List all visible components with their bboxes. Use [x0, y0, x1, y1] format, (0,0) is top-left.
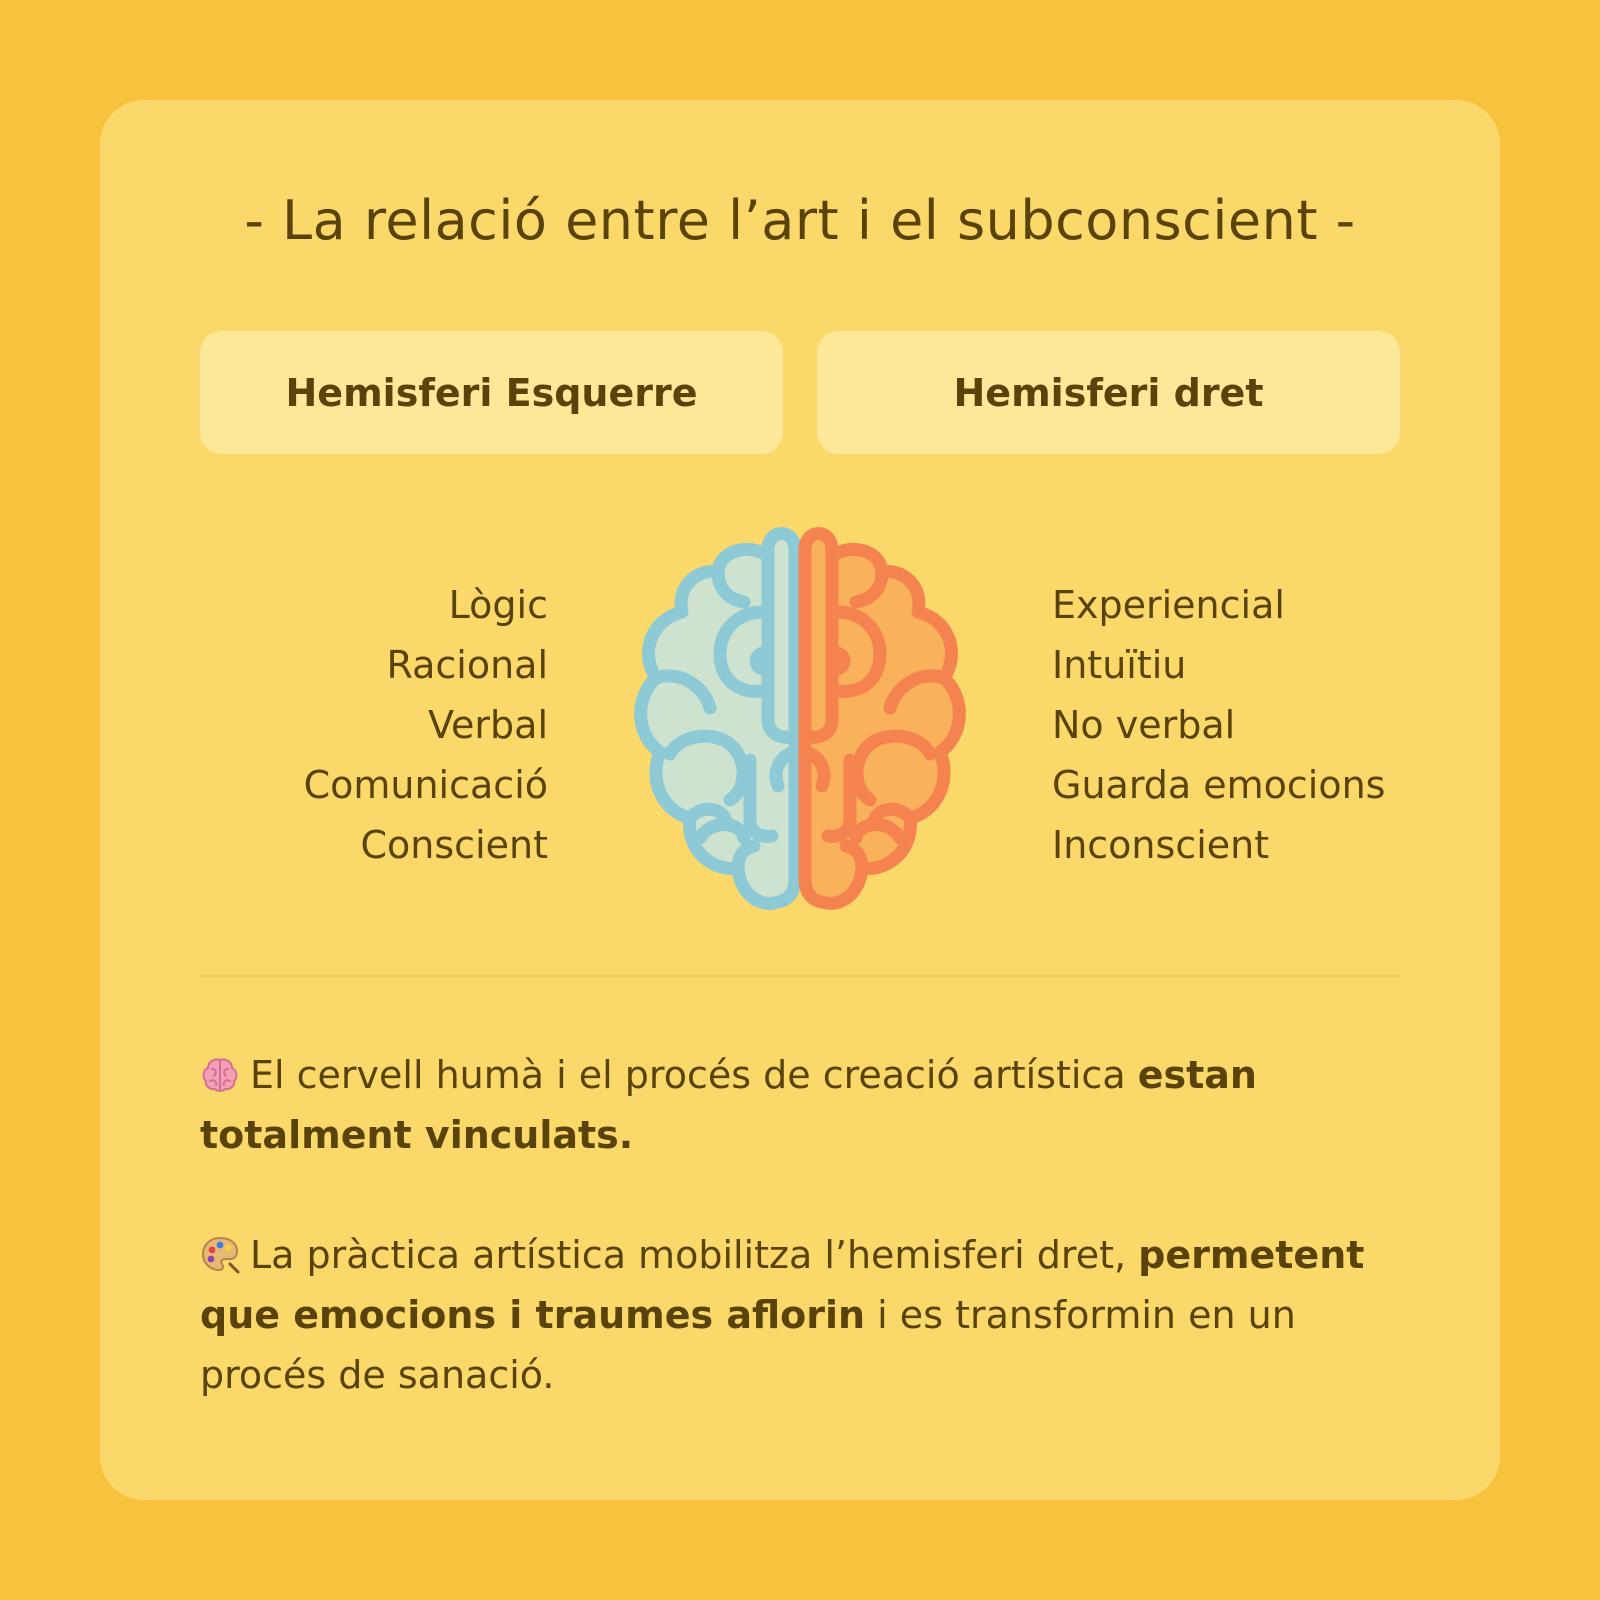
paragraph-2-bold: permetent que emocions i traumes aflorin — [200, 1233, 1365, 1337]
left-trait: Verbal — [427, 703, 548, 747]
page-title: - La relació entre l’art i el subconscient - — [244, 189, 1356, 252]
paragraph-brain-art — [200, 1045, 1415, 1165]
right-trait: Inconscient — [1052, 823, 1270, 867]
left-hemisphere-traits — [304, 575, 548, 875]
paragraph-1-bold: estan totalment vinculats. — [200, 1053, 1257, 1157]
left-hemisphere-heading: Hemisferi Esquerre — [200, 331, 783, 454]
divider — [200, 975, 1401, 977]
left-trait: Lògic — [448, 583, 548, 627]
brain-left-hemisphere — [641, 534, 795, 904]
left-trait: Racional — [386, 643, 548, 687]
palette-emoji-icon — [200, 1234, 240, 1274]
right-trait: Experiencial — [1052, 583, 1285, 627]
brain-right-hemisphere — [805, 534, 959, 904]
right-hemisphere-heading: Hemisferi dret — [817, 331, 1400, 454]
right-trait: No verbal — [1052, 703, 1236, 747]
left-trait: Comunicació — [303, 763, 548, 807]
paragraph-2-tail: i es transformin en un procés de sanació. — [200, 1293, 1296, 1397]
brain-emoji-icon — [200, 1054, 240, 1094]
paragraph-1-text: El cervell humà i el procés de creació artística — [250, 1053, 1138, 1097]
right-trait: Intuïtiu — [1052, 643, 1187, 687]
brain-icon — [620, 520, 980, 930]
right-trait: Guarda emocions — [1052, 763, 1386, 807]
paragraph-2-text: La pràctica artística mobilitza l’hemisferi dret, — [250, 1233, 1139, 1277]
paragraph-art-practice — [200, 1225, 1415, 1405]
right-hemisphere-traits — [1052, 575, 1385, 875]
left-trait: Conscient — [360, 823, 548, 867]
